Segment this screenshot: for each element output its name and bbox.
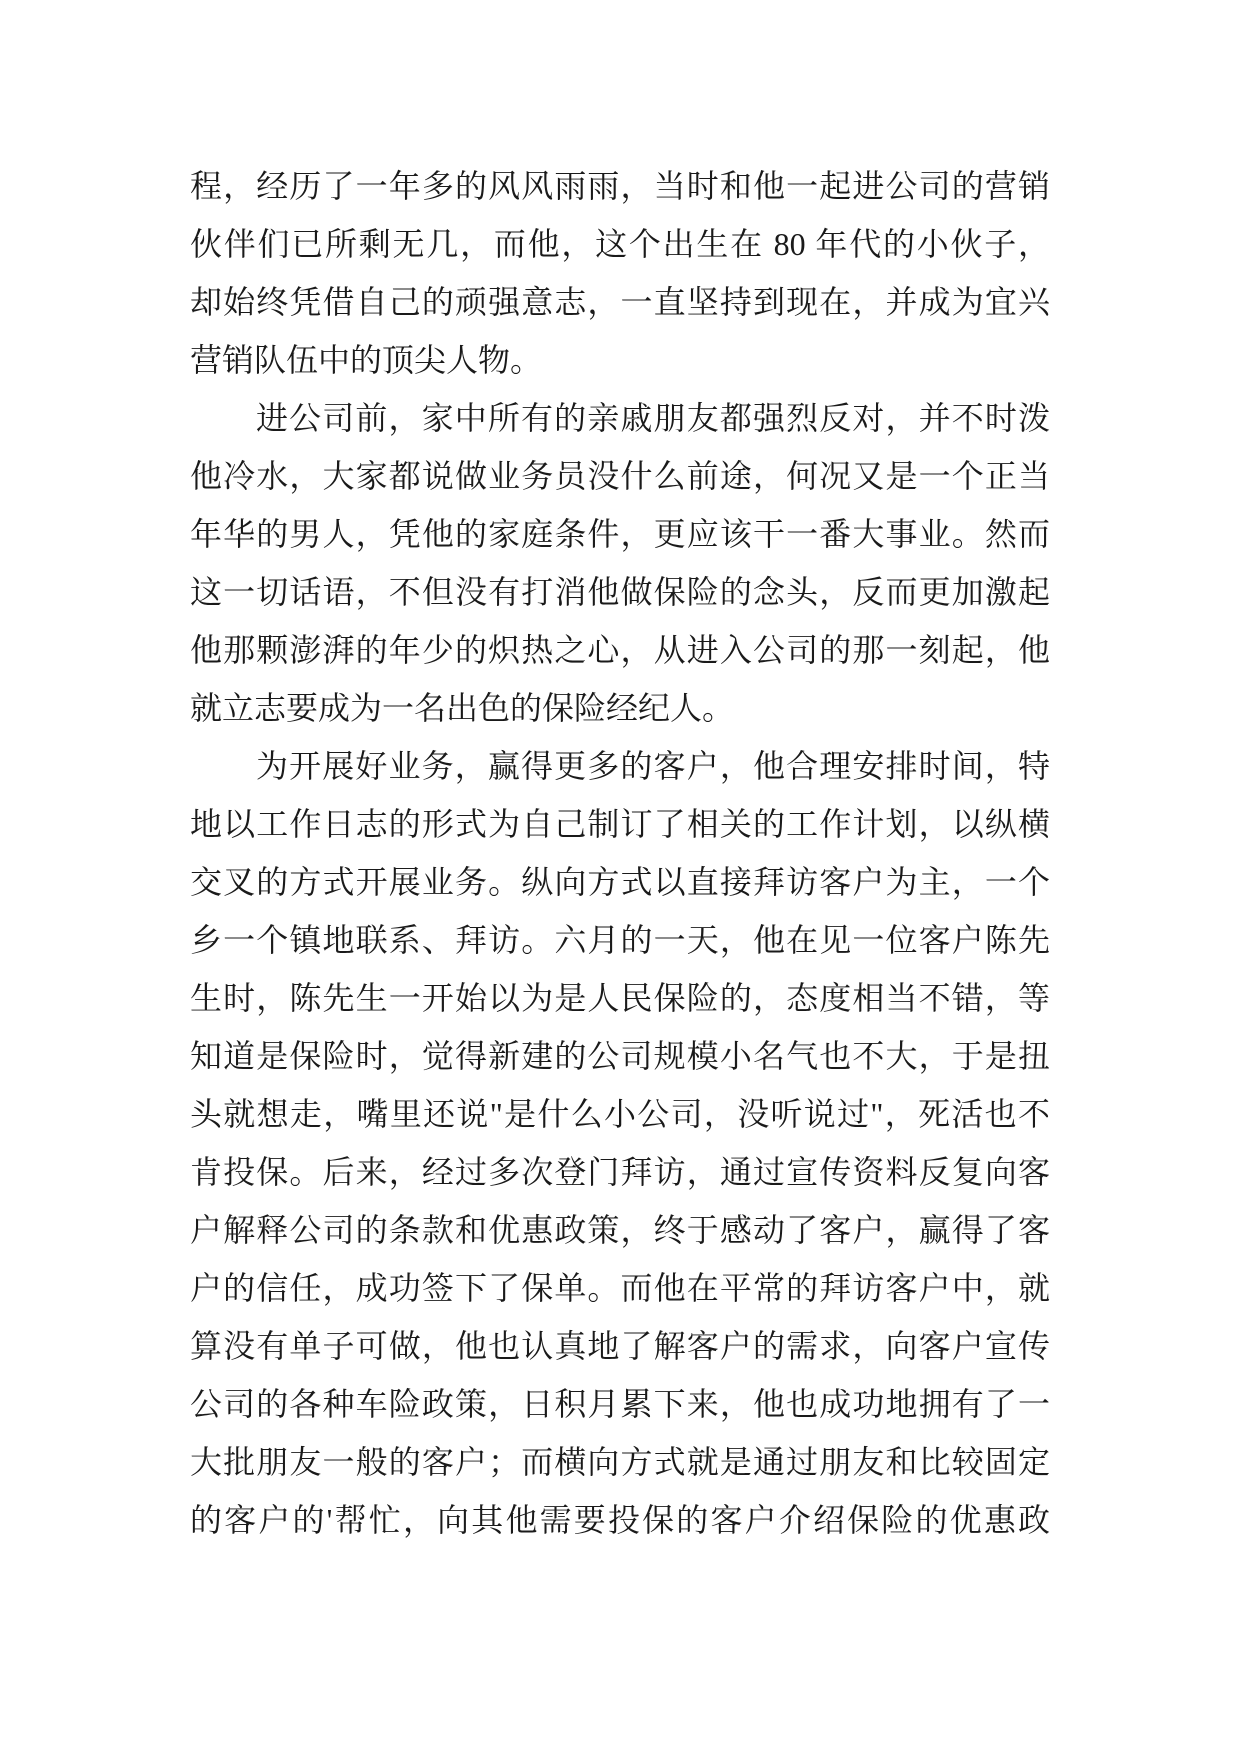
text-line: 他冷水，大家都说做业务员没什么前途，何况又是一个正当 [190, 458, 1050, 494]
text-line: 就立志要成为一名出色的保险经纪人。 [190, 690, 735, 726]
text-line: 进公司前，家中所有的亲戚朋友都强烈反对，并不时泼 [256, 400, 1050, 436]
text-line: 知道是保险时，觉得新建的公司规模小名气也不大，于是扭 [190, 1038, 1050, 1074]
text-line: 营销队伍中的顶尖人物。 [190, 342, 543, 378]
text-line: 户的信任，成功签下了保单。而他在平常的拜访客户中，就 [190, 1270, 1050, 1306]
text-line: 肯投保。后来，经过多次登门拜访，通过宣传资料反复向客 [190, 1154, 1050, 1190]
text-line: 他那颗澎湃的年少的炽热之心，从进入公司的那一刻起，他 [190, 632, 1050, 668]
text-line: 交叉的方式开展业务。纵向方式以直接拜访客户为主，一个 [190, 864, 1050, 900]
text-line: 的客户的'帮忙，向其他需要投保的客户介绍保险的优惠政 [190, 1502, 1050, 1538]
text-line: 生时，陈先生一开始以为是人民保险的，态度相当不错，等 [190, 980, 1050, 1016]
text-line: 为开展好业务，赢得更多的客户，他合理安排时间，特 [256, 748, 1050, 784]
text-line: 大批朋友一般的客户；而横向方式就是通过朋友和比较固定 [190, 1444, 1050, 1480]
text-line: 公司的各种车险政策，日积月累下来，他也成功地拥有了一 [190, 1386, 1050, 1422]
text-line: 户解释公司的条款和优惠政策，终于感动了客户，赢得了客 [190, 1212, 1050, 1248]
text-line: 头就想走，嘴里还说"是什么小公司，没听说过"，死活也不 [190, 1096, 1050, 1132]
text-line: 伙伴们已所剩无几，而他，这个出生在 80 年代的小伙子， [190, 226, 1050, 262]
text-line: 地以工作日志的形式为自己制订了相关的工作计划，以纵横 [190, 806, 1050, 842]
text-line: 这一切话语，不但没有打消他做保险的念头，反而更加激起 [190, 574, 1050, 610]
text-line: 程，经历了一年多的风风雨雨，当时和他一起进公司的营销 [190, 168, 1050, 204]
text-line: 乡一个镇地联系、拜访。六月的一天，他在见一位客户陈先 [190, 922, 1050, 958]
document-text-block [190, 157, 1050, 1549]
text-line: 年华的男人，凭他的家庭条件，更应该干一番大事业。然而 [190, 516, 1050, 552]
text-line: 算没有单子可做，他也认真地了解客户的需求，向客户宣传 [190, 1328, 1050, 1364]
text-line: 却始终凭借自己的顽强意志，一直坚持到现在，并成为宜兴 [190, 284, 1050, 320]
